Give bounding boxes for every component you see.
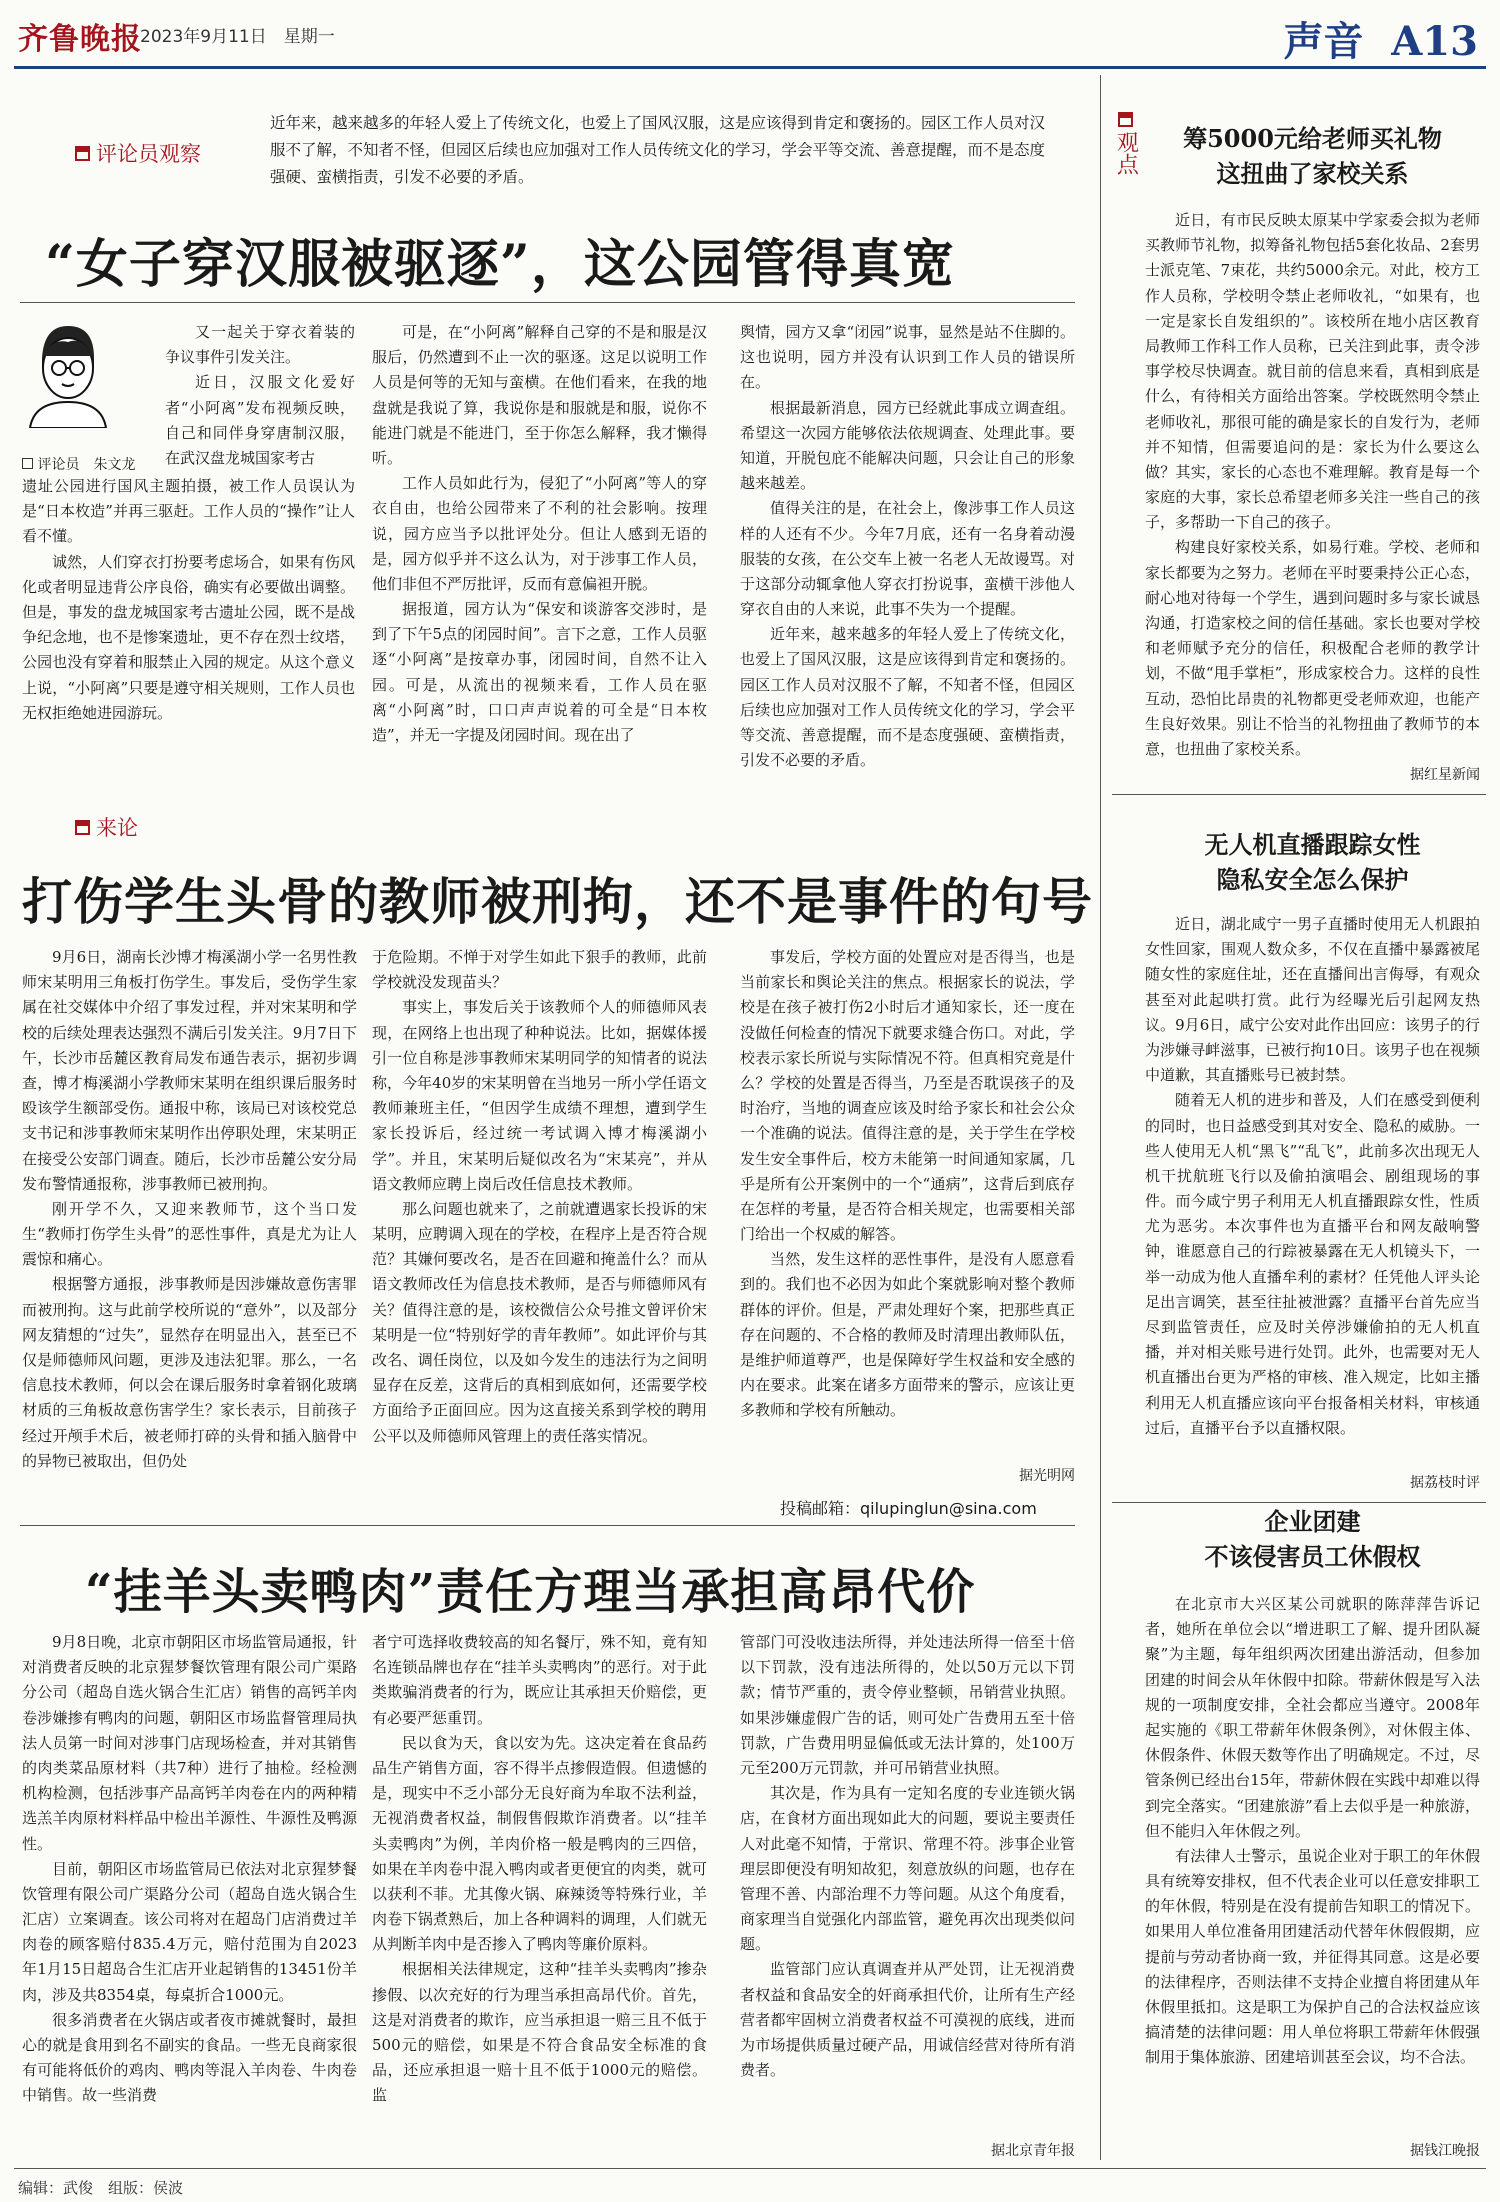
divider [20, 302, 1075, 303]
divider [1112, 1502, 1486, 1503]
tag-laigao: 来论 [75, 812, 138, 842]
tag-commentator: 评论员观察 [75, 138, 201, 168]
footer-rule [14, 2168, 1486, 2169]
side2-body: 近日，湖北咸宁一男子直播时使用无人机跟拍女性回家，围观人数众多，不仅在直播中暴露被尾随女性的家庭住址，还在直播间出言侮辱，有观众甚至对此起哄打赏。此行为经曝光后引起网友热议。9月6日，咸宁公安对此作出回应：该男子的行为涉嫌寻衅滋事，已被行拘10日。该男子也在视频中道歉，其直播账号已被封禁。 随着无人机的进步和普及，人们在感受到便利的同时，也日益感受到其对安全、隐私的威胁。一些人使用无人机“黑飞”“乱飞”，此前多次出现无人机干扰航班飞行以及偷拍演唱会、剧组现场的事件。而今咸宁男子利用无人机直播跟踪女性，性质尤为恶劣。本次事件也为直播平台和网友敲响警钟，谁愿意自己的行踪被暴露在无人机镜头下，一举一动成为他人直播牟利的素材？任凭他人评头论足出言调笑，甚至往扯被泄露？直播平台首先应当尽到监管责任，应及时关停涉嫌偷拍的无人机直播，并对相关账号进行处罚。此外，也需要对无人机直播出台更为严格的审核、准入规定，比如主播利用无人机直播应该向平台报备相关材料，审核通过后，直播平台予以直播权限。 [1145, 915, 1480, 1437]
article1-col3: 舆情，园方又拿“闭园”说事，显然是站不住脚的。这也说明，园方并没有认识到工作人员的错误所在。 根据最新消息，园方已经就此事成立调查组。希望这一次园方能够依法依规调查、处理此事。要知道，开脱包庇不能解决问题，只会让自己的形象越来越差。 值得关注的是，在社会上，像涉事工作人员这样的人还有不少。今年7月底，还有一名身着动漫服装的女孩，在公交车上被一名老人无故谩骂。对于这部分动辄拿他人穿衣打扮说事，蛮横干涉他人穿衣自由的人来说，此事不失为一个提醒。 近年来，越来越多的年轻人爱上了传统文化，也爱上了国风汉服，这是应该得到肯定和褒扬的。园区工作人员对汉服不了解，不知者不怪，但园区后续也应加强对工作人员传统文化的学习，学会平等交流、善意提醒，而不是态度强硬、蛮横指责，引发不必要的矛盾。 [740, 323, 1075, 770]
column-divider [1100, 75, 1101, 2160]
article2-col1: 9月6日，湖南长沙博才梅溪湖小学一名男性教师宋某明用三角板打伤学生。事发后，受伤学生家属在社交媒体中介绍了事发过程，并对宋某明和学校的后续处理表达强烈不满后引发关注。9月7日下午，长沙市岳麓区教育局发布通告表示，据初步调查，博才梅溪湖小学教师宋某明在组织课后服务时殴该学生额部受伤。通报中称，该局已对该校党总支书记和涉事教师宋某明作出停职处理，宋某明正在接受公安部门调查。随后，长沙市岳麓公安分局发布警情通报称，涉事教师已被刑拘。 刚开学不久，又迎来教师节，这个当口发生“教师打伤学生头骨”的恶性事件，真是尤为让人震惊和痛心。 根据警方通报，涉事教师是因涉嫌故意伤害罪而被刑拘。这与此前学校所说的“意外”，以及部分网友猜想的“过失”，显然存在明显出入，甚至已不仅是师德师风问题，更涉及违法犯罪。那么，一名信息技术教师，何以会在课后服务时拿着钢化玻璃材质的三角板故意伤害学生？家长表示，目前孩子经过开颅手术后，被老师打碎的头骨和插入脑骨中的异物已被取出，但仍处 [22, 948, 357, 1470]
lead-summary: 近年来，越来越多的年轻人爱上了传统文化，也爱上了国风汉服，这是应该得到肯定和褒扬的。园区工作人员对汉服不了解，不知者不怪，但园区后续也应加强对工作人员传统文化的学习，学会平等交流、善意提醒，而不是态度强硬、蛮横指责，引发不必要的矛盾。 [270, 114, 1046, 187]
author-avatar [22, 318, 114, 428]
author-caption: 评论员 朱文龙 [22, 454, 135, 474]
tag-box-icon [1118, 112, 1133, 127]
newspaper-logo: 齐鲁晚报 [18, 22, 142, 57]
caption-box-icon [22, 458, 33, 469]
article1-headline: “女子穿汉服被驱逐”，这公园管得真宽 [45, 234, 955, 295]
side1-source: 据红星新闻 [1410, 767, 1480, 783]
tag-guandian: 观点 [1112, 112, 1138, 182]
side1-body: 近日，有市民反映太原某中学家委会拟为老师买教师节礼物，拟筹备礼物包括5套化妆品、2套男士派克笔、7束花，共约5000余元。对此，校方工作人员称，学校明令禁止老师收礼，“如果有，也一定是家长自发组织的”。该校所在地小店区教育局教师工作科工作人员称，已关注到此事，责令涉事学校尽快调查。就目前的信息来看，真相到底是什么，有待相关方面给出答案。学校既然明令禁止老师收礼，那很可能的确是家长的自发行为，老师并不知情，但需要追问的是：家长为什么要这么做？其实，家长的心态也不难理解。教育是每一个家庭的大事，家长总希望老师多关注一些自己的孩子，多帮助一下自己的孩子。 构建良好家校关系，如易行难。学校、老师和家长都要为之努力。老师在平时要秉持公正心态，耐心地对待每一个学生，遇到问题时多与家长诚恳沟通，打造家校之间的信任基础。家长也要对学校和老师赋予充分的信任，积极配合老师的教学计划，不做“甩手掌柜”，形成家校合力。这样的良性互动，恐怕比昂贵的礼物都更受老师欢迎，也能产生良好效果。别让不恰当的礼物扭曲了教师节的本意，也扭曲了家校关系。 [1145, 211, 1480, 758]
side2-headline: 无人机直播跟踪女性 隐私安全怎么保护 [1204, 830, 1421, 894]
article3-col2: 者宁可选择收费较高的知名餐厅，殊不知，竟有知名连锁品牌也存在“挂羊头卖鸭肉”的恶行。对于此类欺骗消费者的行为，既应让其承担天价赔偿，更有必要严惩重罚。 民以食为天，食以安为先。这决定着在食品药品生产销售方面，容不得半点掺假造假。但遗憾的是，现实中不乏小部分无良好商为牟取不法利益，无视消费者权益，制假售假欺诈消费者。以“挂羊头卖鸭肉”为例，羊肉价格一般是鸭肉的三四倍，如果在羊肉卷中混入鸭肉或者更便宜的肉类，就可以获利不菲。尤其像火锅、麻辣烫等特殊行业，羊肉卷下锅煮熟后，加上各种调料的调理，人们就无从判断羊肉中是否掺入了鸭肉等廉价原料。 根据相关法律规定，这种“挂羊头卖鸭肉”掺杂掺假、以次充好的行为理当承担高昂代价。首先，这是对消费者的欺诈，应当承担退一赔三且不低于500元的赔偿，如果是不符合食品安全标准的食品，还应承担退一赔十且不低于1000元的赔偿。监 [372, 1633, 707, 2105]
article1-col1-top: 又一起关于穿衣着装的争议事件引发关注。 近日，汉服文化爱好者“小阿离”发布视频反映，自己和同伴身穿唐制汉服，在武汉盘龙城国家考古 [165, 323, 355, 467]
divider [20, 1525, 1075, 1526]
page-section-label [1283, 10, 1478, 67]
article2-headline: 打伤学生头骨的教师被刑拘，还不是事件的句号 [22, 872, 1093, 931]
article1-col2: 可是，在“小阿离”解释自己穿的不是和服是汉服后，仍然遭到不止一次的驱逐。这足以说明工作人员是何等的无知与蛮横。在他们看来，在我的地盘就是我说了算，我说你是和服就是和服，说你不能进门就是不能进门，至于你怎么解释，我才懒得听。 工作人员如此行为，侵犯了“小阿离”等人的穿衣自由，也给公园带来了不利的社会影响。按理说，园方应当予以批评处分。但让人感到无语的是，园方似乎并不这么认为，对于涉事工作人员，他们非但不严厉批评，反而有意偏袒开脱。 据报道，园方认为“保安和谈游客交涉时，是到了下午5点的闭园时间”。言下之意，工作人员驱逐“小阿离”是按章办事，闭园时间，自然不让入园。可是，从流出的视频来看，工作人员在驱离“小阿离”时，口口声声说着的可全是“日本枚造”，并无一字提及闭园时间。现在出了 [372, 323, 707, 744]
issue-date: 2023年9月11日 星期一 [140, 27, 335, 47]
side3-body: 在北京市大兴区某公司就职的陈萍萍告诉记者，她所在单位会以“增进职工了解、提升团队凝聚”为主题，每年组织两次团建出游活动，但参加团建的时间会从年休假中扣除。带薪休假是写入法规的一项制度安排，全社会都应当遵守。2008年起实施的《职工带薪年休假条例》，对休假主体、休假条件、休假天数等作出了明确规定。不过，尽管条例已经出台15年，带薪休假在实践中却难以得到完全落实。“团建旅游”看上去似乎是一种旅游，但不能归入年休假之列。 有法律人士警示，虽说企业对于职工的年休假具有统筹安排权，但不代表企业可以任意安排职工的年休假，特别是在没有提前告知职工的情况下。如果用人单位准备用团建活动代替年休假假期，应提前与劳动者协商一致，并征得其同意。这是必要的法律程序，否则法律不支持企业擅自将团建从年休假里抵扣。这是职工为保护自己的合法权益应该搞清楚的法律问题：用人单位将职工带薪年休假强制用于集体旅游、团建培训甚至会议，均不合法。 [1145, 1595, 1480, 2067]
article2-source: 据光明网 [1019, 1468, 1075, 1484]
submission-email: 投稿邮箱：qilupinglun@sina.com [780, 1499, 1037, 1518]
tag-box-icon [75, 820, 90, 835]
article3-col3: 管部门可没收违法所得，并处违法所得一倍至十倍以下罚款，没有违法所得的，处以50万元以下罚款；情节严重的，责令停业整顿，吊销营业执照。如果涉嫌虚假广告的话，则可处广告费用五至十倍罚款，广告费用明显偏低或无法计算的，处100万元至200万元罚款，并可吊销营业执照。 其次是，作为具有一定知名度的专业连锁火锅店，在食材方面出现如此大的问题，要说主要责任人对此毫不知情，于常识、常理不符。涉事企业管理层即便没有明知故犯，刻意放纵的问题，也存在管理不善、内部治理不力等问题。从这个角度看，商家理当自觉强化内部监管，避免再次出现类似问题。 监管部门应认真调查并从严处罚，让无视消费者权益和食品安全的奸商承担代价，让所有生产经营者都牢固树立消费者权益不可漠视的底线，进而为市场提供质量过硬产品，用诚信经营对待所有消费者。 [740, 1633, 1075, 2080]
article2-col2: 于危险期。不惮于对学生如此下狠手的教师，此前学校就没发现苗头？ 事实上，事发后关于该教师个人的师德师风表现，在网络上也出现了种种说法。比如，据媒体援引一位自称是涉事教师宋某明同学的知情者的说法称，今年40岁的宋某明曾在当地另一所小学任语文教师兼班主任，“但因学生成绩不理想，遭到学生家长投诉后，经过统一考试调入博才梅溪湖小学”。并且，宋某明后疑似改名为“宋某亮”，并从语文教师应聘上岗后改任信息技术教师。 那么问题也就来了，之前就遭遇家长投诉的宋某明，应聘调入现在的学校，在程序上是否符合规范？其嫌何要改名，是否在回避和掩盖什么？而从语文教师改任为信息技术教师，是否与师德师风有关？值得注意的是，该校微信公众号推文曾评价宋某明是一位“特别好学的青年教师”。如此评价与其改名、调任岗位，以及如今发生的违法行为之间明显存在反差，这背后的真相到底如何，还需要学校方面给予正面回应。因为这直接关系到学校的聘用公平以及师德师风管理上的责任落实情况。 [372, 948, 707, 1445]
section-name: 声音 [1283, 18, 1364, 65]
masthead-rule [14, 66, 1486, 69]
editor-credits: 编辑：武俊 组版：侯波 [18, 2179, 184, 2197]
side3-source: 据钱江晚报 [1410, 2143, 1480, 2159]
side2-source: 据荔枝时评 [1410, 1475, 1480, 1491]
tag-box-icon [75, 146, 90, 161]
article1-col1-bottom: 遗址公园进行国风主题拍摄，被工作人员误认为是“日本枚造”并再三驱赶。工作人员的“操作”让人看不懂。 诚然，人们穿衣打扮要考虑场合，如果有伤风化或者明显违背公序良俗，确实有必要做出调整。但是，事发的盘龙城国家考古遗址公园，既不是战争纪念地，也不是惨案遗址，更不存在烈士纹塔，公园也没有穿着和服禁止入园的规定。从这个意义上说，“小阿离”只要是遵守相关规则，工作人员也无权拒绝她进园游玩。 [22, 477, 355, 722]
article3-col1: 9月8日晚，北京市朝阳区市场监管局通报，针对消费者反映的北京猩梦餐饮管理有限公司广渠路分公司（超岛自选火锅合生汇店）销售的高钙羊肉卷涉嫌掺有鸭肉的问题，朝阳区市场监督管理局执法人员第一时间对涉事门店现场检查，并对其销售的肉类菜品原材料（共7种）进行了抽检。经检测机构检测，包括涉事产品高钙羊肉卷在内的两种精选羔羊肉原材料样品中检出羊源性、牛源性及鸭源性。 目前，朝阳区市场监管局已依法对北京猩梦餐饮管理有限公司广渠路分公司（超岛自选火锅合生汇店）立案调查。该公司将对在超岛门店消费过羊肉卷的顾客赔付835.4万元，赔付范围为自2023年1月15日超岛合生汇店开业起销售的13451份羊肉，涉及共8354桌，每桌折合1000元。 很多消费者在火锅店或者夜市摊就餐时，最担心的就是食用到名不副实的食品。一些无良商家很有可能将低价的鸡肉、鸭肉等混入羊肉卷、牛肉卷中销售。故一些消费 [22, 1633, 357, 2105]
side3-headline: 企业团建 不该侵害员工休假权 [1204, 1507, 1421, 1571]
article2-col3: 事发后，学校方面的处置应对是否得当，也是当前家长和舆论关注的焦点。根据家长的说法，学校是在孩子被打伤2小时后才通知家长，还一度在没做任何检查的情况下就要求缝合伤口。对此，学校表示家长所说与实际情况不符。但真相究竟是什么？学校的处置是否得当，乃至是否耽误孩子的及时治疗，当地的调查应该及时给予家长和社会公众一个准确的说法。值得注意的是，关于学生在学校发生安全事件后，校方未能第一时间通知家属，几乎是所有公开案例中的一个“通病”，这背后到底存在怎样的考量，是否符合相关规定，也需要相关部门给出一个权威的解答。 当然，发生这样的恶性事件，是没有人愿意看到的。我们也不必因为如此个案就影响对整个教师群体的评价。但是，严肃处理好个案，把那些真正存在问题的、不合格的教师及时清理出教师队伍，是维护师道尊严，也是保障好学生权益和安全感的内在要求。此案在诸多方面带来的警示，应该让更多教师和学校有所触动。 [740, 948, 1075, 1420]
article3-headline: “挂羊头卖鸭肉”责任方理当承担高昂代价 [85, 1564, 976, 1620]
article3-source: 据北京青年报 [991, 2143, 1075, 2159]
side1-headline: 筹5000元给老师买礼物 这扭曲了家校关系 [1183, 124, 1442, 188]
divider [1112, 794, 1486, 795]
page-number: A13 [1391, 18, 1478, 65]
